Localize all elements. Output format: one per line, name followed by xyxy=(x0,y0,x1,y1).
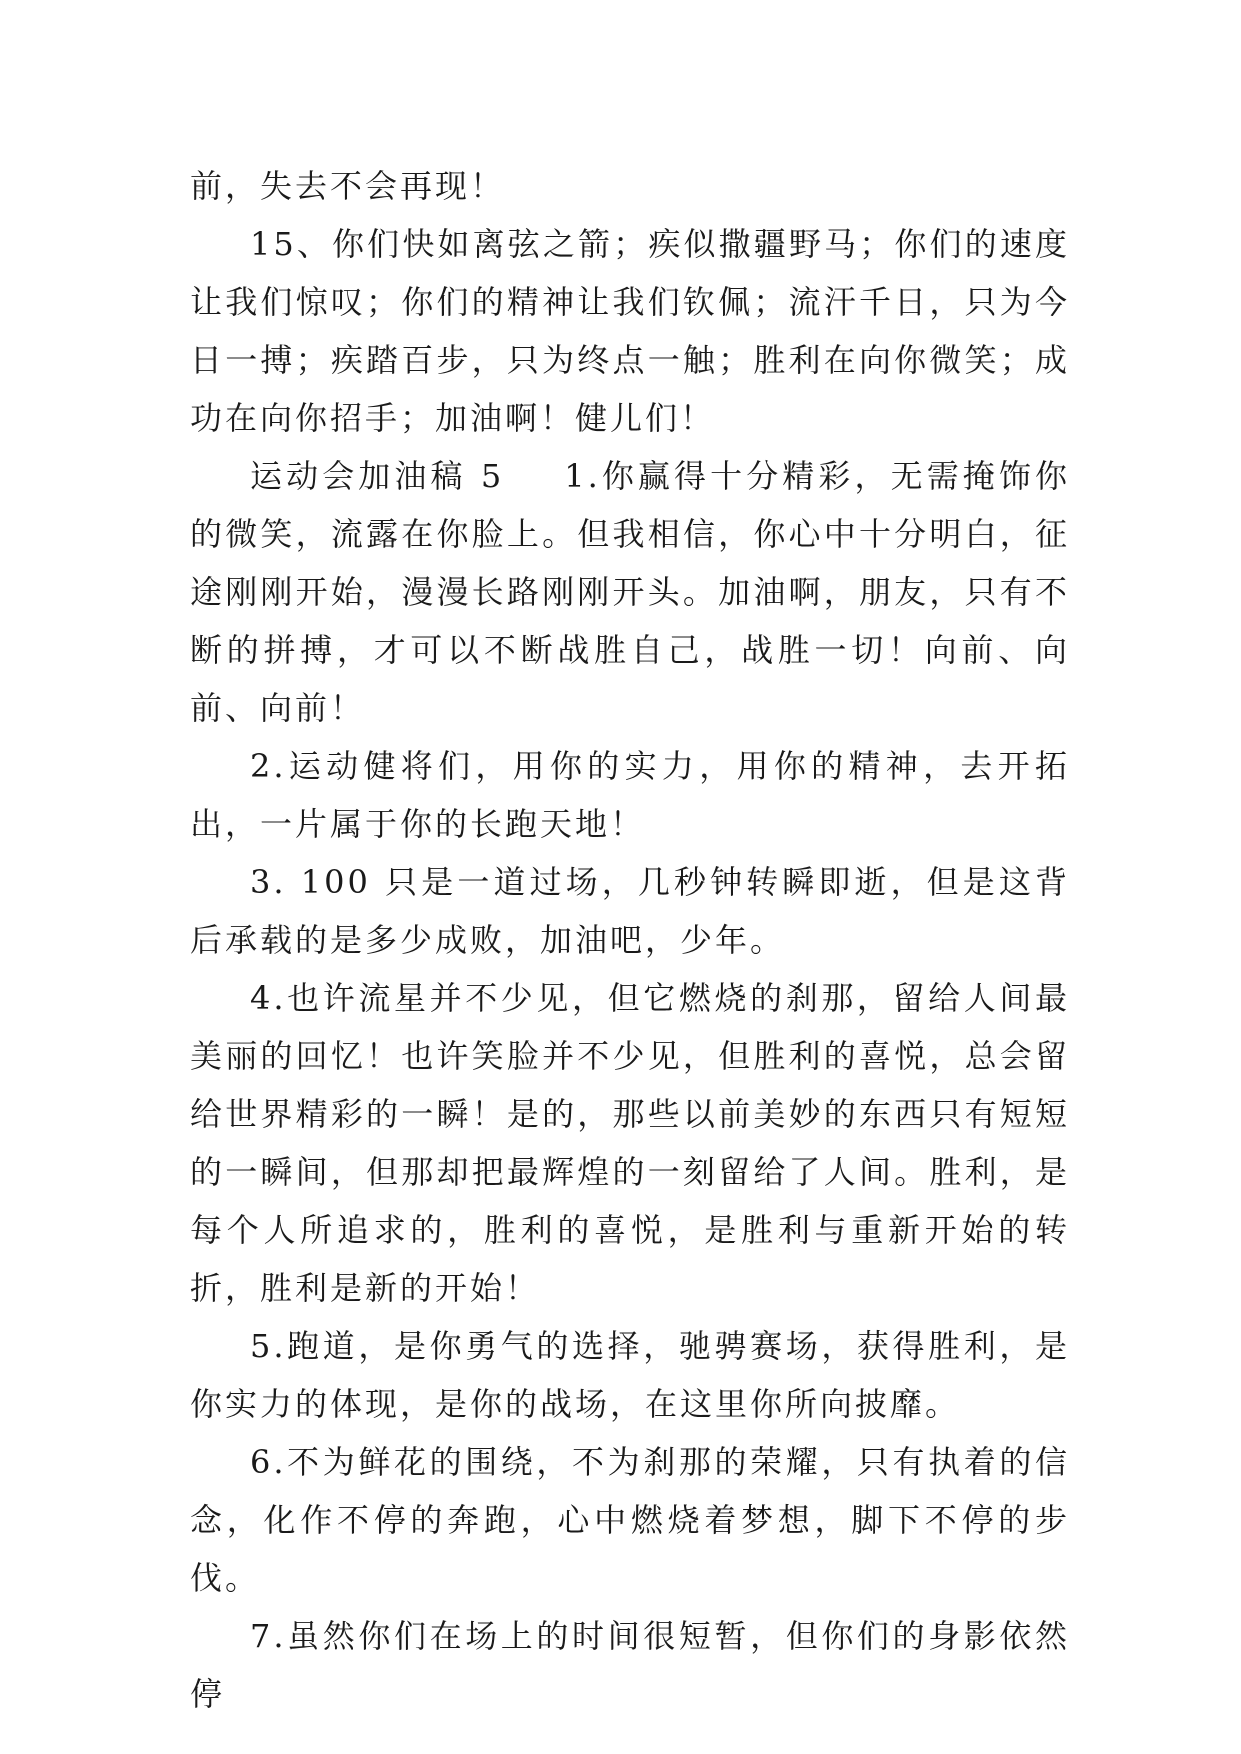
paragraph-section-5 xyxy=(190,447,1070,737)
document-body xyxy=(190,157,1070,1723)
paragraph-item-4: 4.也许流星并不少见，但它燃烧的刹那，留给人间最美丽的回忆！也许笑脸并不少见，但胜利的喜悦，总会留给世界精彩的一瞬！是的，那些以前美妙的东西只有短短的一瞬间，但那却把最辉煌的一刻留给了人间。胜利，是每个人所追求的，胜利的喜悦，是胜利与重新开始的转折，胜利是新的开始！ xyxy=(190,979,1070,1307)
paragraph-item-15: 15、你们快如离弦之箭；疾似撒疆野马；你们的速度让我们惊叹；你们的精神让我们钦佩；流汗千日，只为今日一搏；疾踏百步，只为终点一触；胜利在向你微笑；成功在向你招手；加油啊！健儿们！ xyxy=(190,225,1070,437)
paragraph-item-5: 5.跑道，是你勇气的选择，驰骋赛场，获得胜利，是你实力的体现，是你的战场，在这里你所向披靡。 xyxy=(190,1327,1070,1423)
paragraph-continuation: 前，失去不会再现！ xyxy=(190,167,506,205)
paragraph-item-3: 3. 100 只是一道过场，几秒钟转瞬即逝，但是这背后承载的是多少成败，加油吧，少年。 xyxy=(190,863,1070,959)
paragraph-item-1: 1.你赢得十分精彩，无需掩饰你的微笑，流露在你脸上。但我相信，你心中十分明白，征途刚刚开始，漫漫长路刚刚开头。加油啊，朋友，只有不断的拼搏，才可以不断战胜自己，战胜一切！向前、向前、向前！ xyxy=(190,457,1070,727)
paragraph-item-6: 6.不为鲜花的围绕，不为刹那的荣耀，只有执着的信念，化作不停的奔跑，心中燃烧着梦想，脚下不停的步伐。 xyxy=(190,1443,1070,1597)
section-heading: 运动会加油稿 5 xyxy=(250,457,505,495)
paragraph-item-7: 7.虽然你们在场上的时间很短暂，但你们的身影依然停 xyxy=(190,1617,1070,1713)
paragraph-item-2: 2.运动健将们，用你的实力，用你的精神，去开拓出，一片属于你的长跑天地！ xyxy=(190,747,1070,843)
